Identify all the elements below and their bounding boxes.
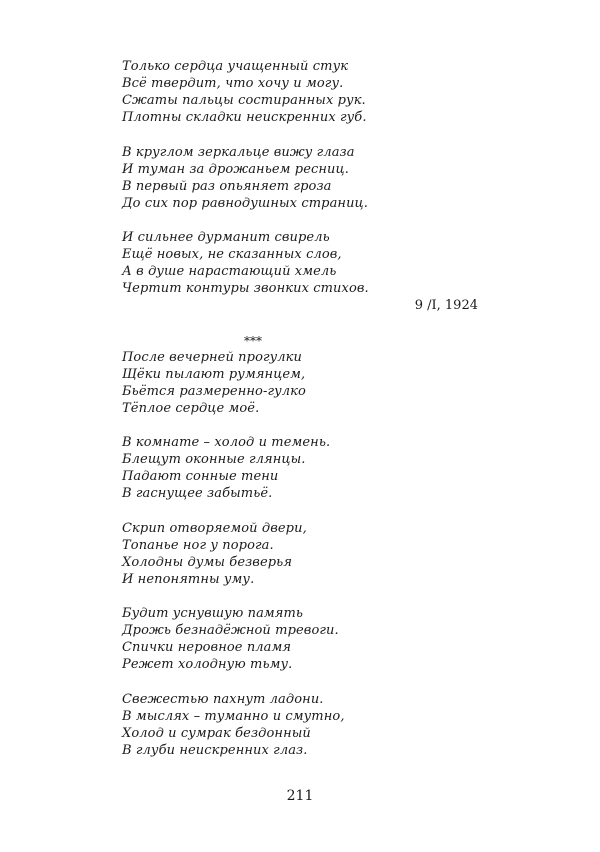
poem-2-stanza-5 (122, 691, 482, 759)
verse-line: А в душе нарастающий хмель (122, 264, 337, 279)
verse-line: В гаснущее забытьё. (122, 486, 273, 501)
poem-2-stanza-2 (122, 434, 482, 502)
verse-line: Холодны думы безверья (122, 555, 293, 570)
verse-line: Ещё новых, не сказанных слов, (122, 247, 342, 262)
poem-date: 9 /I, 1924 (414, 298, 478, 313)
verse-line: В первый раз опьяняет гроза (122, 179, 332, 194)
stanza (122, 58, 482, 126)
verse-line: Скрип отворяемой двери, (122, 521, 307, 536)
verse-line: Чертит контуры звонких стихов. (122, 281, 369, 296)
verse-line: Всё твердит, что хочу и могу. (122, 76, 344, 91)
verse-line: В глуби неискренних глаз. (122, 743, 308, 758)
verse-line: Сжаты пальцы состиранных рук. (122, 93, 366, 108)
verse-line: И туман за дрожаньем ресниц. (122, 162, 349, 177)
verse-line: Режет холодную тьму. (122, 657, 293, 672)
poem-1-stanza-2 (122, 144, 482, 212)
verse-line: Тёплое сердце моё. (122, 401, 260, 416)
verse-line: До сих пор равнодушных страниц. (122, 196, 368, 211)
verse-line: Блещут оконные глянцы. (122, 452, 306, 467)
section-separator: *** (244, 334, 262, 348)
verse-line: Падают сонные тени (122, 469, 279, 484)
verse-line: Плотны складки неискренних губ. (122, 110, 367, 125)
poem-2-stanza-3 (122, 520, 482, 588)
verse-line: Будит уснувшую память (122, 606, 304, 621)
poem-1 (122, 58, 482, 126)
poem-2-stanza-4 (122, 605, 482, 673)
verse-line: Топанье ног у порога. (122, 538, 274, 553)
verse-line: В мыслях – туманно и смутно, (122, 709, 345, 724)
poem-2-stanza-1 (122, 349, 482, 417)
verse-line: И сильнее дурманит свирель (122, 230, 330, 245)
verse-line: Щёки пылают румянцем, (122, 367, 306, 382)
verse-line: Свежестью пахнут ладони. (122, 692, 324, 707)
verse-line: В круглом зеркальце вижу глаза (122, 145, 355, 160)
verse-line: Бьётся размеренно-гулко (122, 384, 306, 399)
verse-line: После вечерней прогулки (122, 350, 303, 365)
verse-line: Спички неровное пламя (122, 640, 292, 655)
page-number: 211 (286, 788, 314, 804)
verse-line: И непонятны уму. (122, 572, 255, 587)
verse-line: Дрожь безнадёжной тревоги. (122, 623, 339, 638)
verse-line: В комнате – холод и темень. (122, 435, 331, 450)
verse-line: Холод и сумрак бездонный (122, 726, 311, 741)
verse-line: Только сердца учащенный стук (122, 59, 349, 74)
poem-1-stanza-3 (122, 229, 482, 297)
